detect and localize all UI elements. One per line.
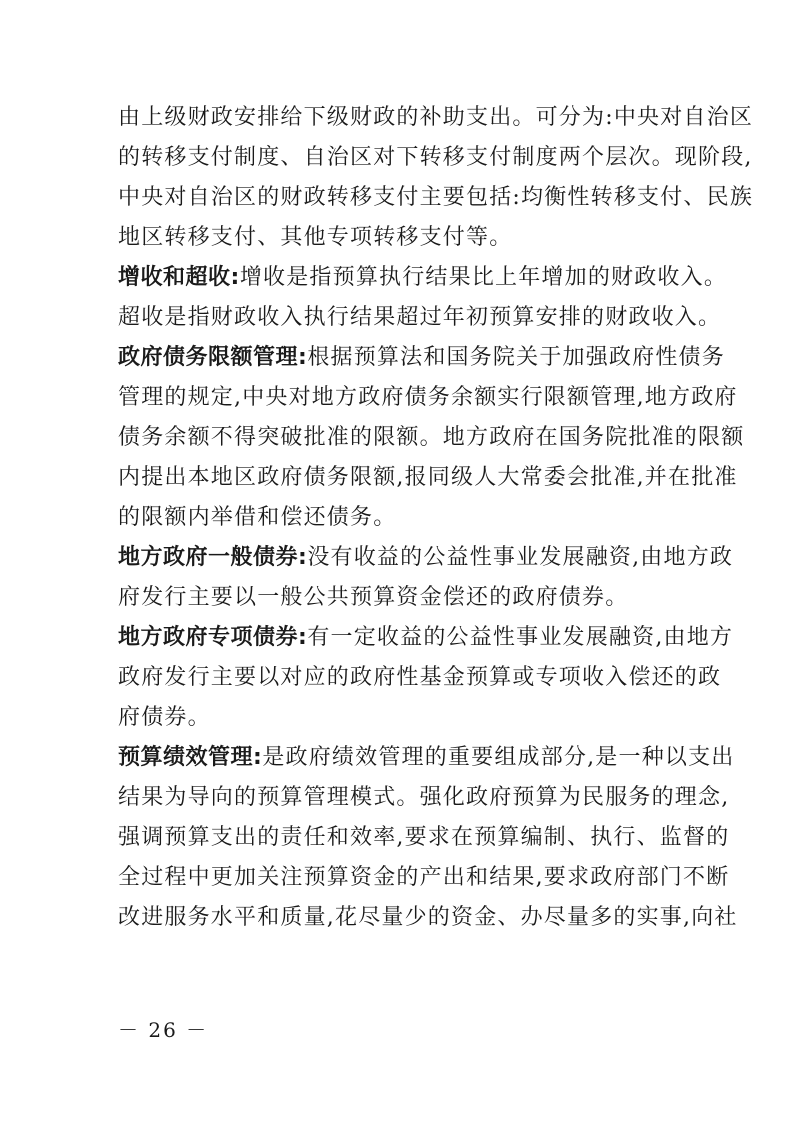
definition-text: 有一定收益的公益性事业发展融资,由地方: [307, 625, 734, 650]
text-line: 地区转移支付、其他专项转移支付等。: [118, 225, 513, 250]
definition-text: 没有收益的公益性事业发展融资,由地方政: [307, 545, 734, 570]
paragraph-general-bonds: [118, 538, 734, 618]
term-heading: 政府债务限额管理:: [118, 345, 308, 370]
paragraph-debt-limit: [118, 338, 745, 538]
text-line: [118, 338, 725, 378]
text-line: 内提出本地区政府债务限额,报同级人大常委会批准,并在批准: [118, 465, 738, 490]
term-heading: 增收和超收:: [118, 265, 240, 290]
definition-text: 根据预算法和国务院关于加强政府性债务: [307, 345, 725, 370]
text-line: 府发行主要以一般公共预算资金偿还的政府债券。: [118, 585, 629, 610]
text-line: 结果为导向的预算管理模式。强化政府预算为民服务的理念,: [118, 785, 730, 810]
document-body: [118, 98, 754, 938]
text-line: 由上级财政安排给下级财政的补助支出。可分为:中央对自治区: [118, 105, 754, 130]
paragraph-transfer-payment: [118, 98, 754, 258]
text-line: 债务余额不得突破批准的限额。地方政府在国务院批准的限额: [118, 425, 745, 450]
text-line: 超收是指财政收入执行结果超过年初预算安排的财政收入。: [118, 305, 722, 330]
text-line: [118, 258, 728, 298]
term-heading: 地方政府专项债券:: [118, 625, 308, 650]
text-line: [118, 738, 735, 778]
text-line: 中央对自治区的财政转移支付主要包括:均衡性转移支付、民族: [118, 185, 754, 210]
text-line: 管理的规定,中央对地方政府债务余额实行限额管理,地方政府: [118, 385, 738, 410]
text-line: 政府发行主要以对应的政府性基金预算或专项收入偿还的政: [118, 665, 722, 690]
definition-text: 是政府绩效管理的重要组成部分,是一种以支出: [262, 745, 735, 770]
page-number: － 26 －: [118, 1018, 209, 1042]
paragraph-performance-management: [118, 738, 738, 938]
text-line: 府债券。: [118, 705, 211, 730]
text-line: 全过程中更加关注预算资金的产出和结果,要求政府部门不断: [118, 865, 730, 890]
term-heading: 地方政府一般债券:: [118, 545, 308, 570]
text-line: 改进服务水平和质量,花尽量少的资金、办尽量多的实事,向社: [118, 905, 738, 930]
definition-text: 增收是指预算执行结果比上年增加的财政收入。: [239, 265, 728, 290]
term-heading: 预算绩效管理:: [118, 745, 263, 770]
text-line: 强调预算支出的责任和效率,要求在预算编制、执行、监督的: [118, 825, 730, 850]
text-line: [118, 538, 734, 578]
text-line: 的转移支付制度、自治区对下转移支付制度两个层次。现阶段,: [118, 145, 753, 170]
paragraph-revenue-increase: [118, 258, 728, 338]
text-line: [118, 618, 734, 658]
text-line: 的限额内举借和偿还债务。: [118, 505, 397, 530]
paragraph-special-bonds: [118, 618, 734, 738]
